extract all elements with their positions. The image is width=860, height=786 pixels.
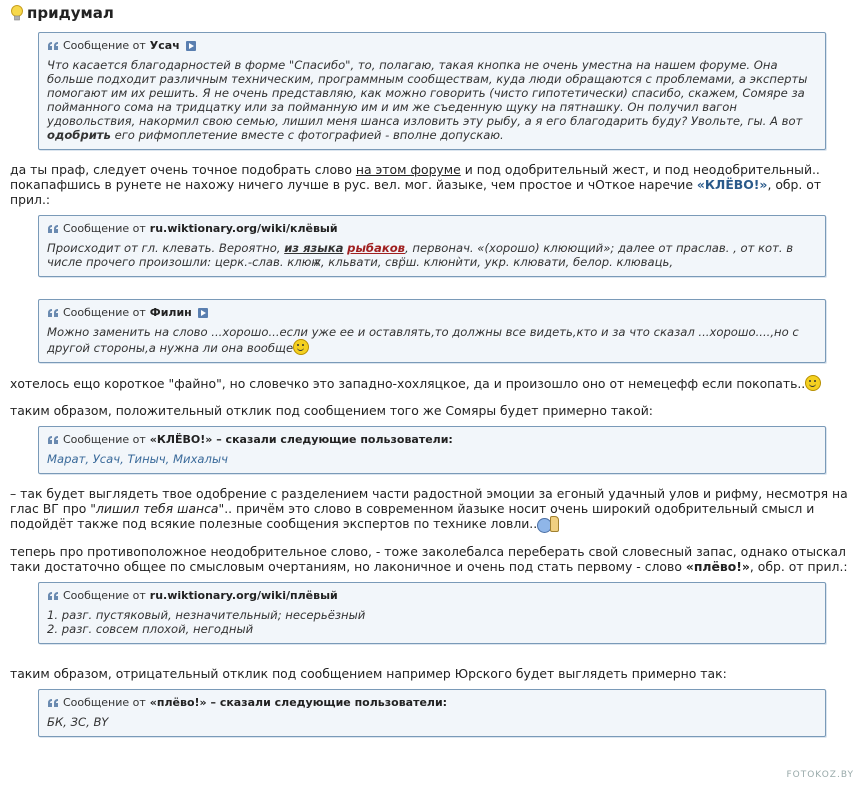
- view-post-icon[interactable]: [186, 41, 196, 51]
- quote-author: Усач: [149, 39, 180, 52]
- watermark: FOTOKOZ.BY: [786, 770, 854, 780]
- quote-header: Сообщение от ru.wiktionary.org/wiki/плёвый: [47, 589, 817, 602]
- quote-header: Сообщение от Усач: [47, 39, 817, 52]
- quote-icon: [47, 435, 59, 445]
- bold-word: одобрить: [47, 128, 111, 142]
- quote-header: Сообщение от «плёво!» – сказали следующие пользователи:: [47, 696, 817, 709]
- quote-body: Происходит от гл. клевать. Вероятно, из языка рыбаков, первонач. «(хорошо) клюющий»; далее от праслав. , от кот. в числе прочего произошли: церк.-слав. клюѭ, кльвати, свр̈ш. клюнѝти, укр. клювати, белор. клюваць,: [47, 241, 794, 269]
- wiki-link-language[interactable]: из языка: [284, 241, 344, 255]
- lightbulb-icon: [10, 4, 24, 22]
- wiki-link-fishermen[interactable]: рыбаков: [347, 241, 406, 255]
- quote-author: «плёво!» – сказали следующие пользователи:: [149, 696, 448, 709]
- quote-block-plyovo-users: [38, 689, 826, 737]
- post-paragraph: хотелось ещо короткое "файно", но словечко это западно-хохляцкое, да и произошло оно от немецефф если покопать..: [10, 375, 850, 391]
- quote-header: Сообщение от «КЛЁВО!» – сказали следующие пользователи:: [47, 433, 817, 446]
- quote-icon: [47, 698, 59, 708]
- post-paragraph: – так будет выглядеть твое одобрение с разделением части радостной эмоции за егоный удачный улов и рифму, несмотря на глас ВГ про "лишил тебя шанса".. причём это слово в современном йазыке носит очень широкий одобрительный смысл и подойдёт также под всякие полезные сообщения экспертов по технике ловли..: [10, 486, 848, 531]
- thinking-smiley-icon: [293, 339, 309, 355]
- quote-block-klyovo-users: [38, 426, 826, 474]
- thumbs-up-smiley-icon: [537, 516, 559, 532]
- quote-block-filin: [38, 299, 826, 363]
- quote-author: Филин: [149, 306, 192, 319]
- quote-block-usach: [38, 32, 826, 150]
- highlight-word: «КЛЁВО!»: [696, 177, 768, 192]
- quote-icon: [47, 308, 59, 318]
- post-paragraph: таким образом, отрицательный отклик под сообщением например Юрского будет выглядеть примерно так:: [10, 666, 727, 681]
- quote-icon: [47, 591, 59, 601]
- post-paragraph: да ты праф, следует очень точное подобрать слово на этом форуме и под одобрительный жест, и под неодобрительный.. покапафшись в рунете не нахожу ничего лучше в рус. вел. мог. йазыке, чем простое и чОткое наречие «КЛЁВО!», обр. от прил.:: [10, 162, 822, 207]
- post-paragraph: теперь про противоположное неодобрительное слово, - тоже заколебалса переберать свой словесный запас, однако отыскал таки достаточно общее по смысловым очертаниям, но лаконичное и очень под стать первому - слово «плёво!», обр. от прил.:: [10, 544, 848, 574]
- quote-author: ru.wiktionary.org/wiki/клёвый: [149, 222, 338, 235]
- quote-author: «КЛЁВО!» – сказали следующие пользователи:: [149, 433, 453, 446]
- quote-header: Сообщение от ru.wiktionary.org/wiki/клёвый: [47, 222, 817, 235]
- smiley-icon: [805, 375, 821, 391]
- quote-icon: [47, 41, 59, 51]
- quote-body: Что касается благодарностей в форме "Спасибо", то, полагаю, такая кнопка не очень уместна на нашем форуме. Она больше подходит различным техническим, программным сообществам, куда люди обращаются с проблемами, а эксперты помогают им их решить. Я не очень представляю, как можно говорить (чисто гипотетически) спасибо, скажем, Сомяре за пойманного сома на тридцатку или за пойманную им и им же съеденную щуку на пятнашку. Он получил вагон удовольствия, накормил свою семью, лишил меня шанса изловить эту рыбу, а я его благодарить буду? Увольте, гы. А вот одобрить его рифмоплетение вместе с фотографией - вполне допускаю.: [47, 58, 808, 142]
- forum-link[interactable]: на этом форуме: [355, 162, 461, 177]
- view-post-icon[interactable]: [198, 308, 208, 318]
- quote-block-wiktionary-plyovy: [38, 582, 826, 644]
- quote-body: БК, ЗС, BY: [47, 715, 109, 729]
- quote-body: 1. разг. пустяковый, незначительный; несерьёзный 2. разг. совсем плохой, негодный: [47, 608, 366, 636]
- post-title: [10, 4, 850, 22]
- highlight-word: «плёво!»: [685, 559, 750, 574]
- quote-author: ru.wiktionary.org/wiki/плёвый: [149, 589, 338, 602]
- quote-body: Марат, Усач, Тиныч, Михалыч: [47, 452, 228, 466]
- quote-block-wiktionary-klyovy: [38, 215, 826, 277]
- quote-header: Сообщение от Филин: [47, 306, 817, 319]
- quote-body: Можно заменить на слово ...хорошо...если уже ее и оставлять,то должны все видеть,кто и за что сказал ...хорошо....,но с другой стороны,а нужна ли она вообще: [47, 325, 799, 355]
- quote-icon: [47, 224, 59, 234]
- post-paragraph: таким образом, положительный отклик под сообщением того же Сомяры будет примерно такой:: [10, 403, 653, 418]
- post-title-text: придумал: [27, 4, 114, 22]
